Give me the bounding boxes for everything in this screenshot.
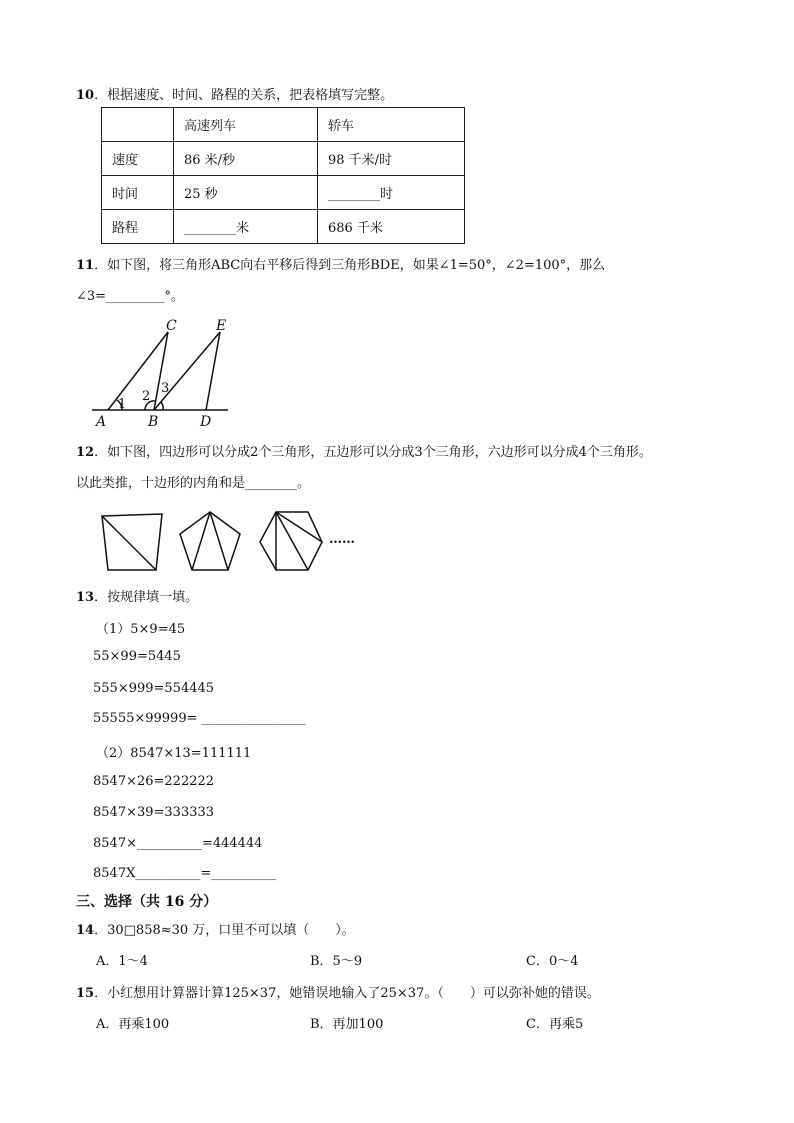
pattern-line: （2）8547×13=111111: [96, 746, 252, 761]
hexagon-shape: [260, 512, 322, 570]
table-cell: [102, 108, 174, 142]
pattern-line: 55×99=5445: [93, 649, 181, 664]
question-11-line2: ∠3=_________°。: [76, 289, 185, 304]
angle-3-arc: [161, 402, 163, 410]
question-number: 12: [76, 445, 95, 460]
question-text: ．如下图，四边形可以分成2个三角形，五边形可以分成3个三角形，六边形可以分成4个三角形。: [94, 445, 652, 460]
question-number: 15: [76, 986, 95, 1001]
segment-ac: [108, 332, 168, 410]
option-a[interactable]: A．再乘100: [96, 1017, 170, 1032]
table-row: [102, 142, 465, 176]
segment-be: [154, 332, 220, 410]
segment-cb: [154, 332, 168, 410]
label-a: A: [96, 414, 107, 428]
table-row: [102, 176, 465, 210]
pattern-line: 55555×99999= ________________: [93, 711, 306, 726]
ellipsis: ……: [329, 532, 355, 547]
pattern-line: （1）5×9=45: [96, 622, 186, 637]
question-11: [76, 254, 605, 273]
translated-triangles-figure: [90, 316, 240, 428]
question-14: [76, 919, 355, 938]
question-text: ．按规律填一填。: [94, 590, 199, 605]
table-cell: 路程: [102, 210, 174, 244]
segment-ed: [206, 332, 220, 410]
question-12: [76, 441, 652, 460]
table-cell: 686 千米: [318, 210, 465, 244]
table-cell: 高速列车: [174, 108, 318, 142]
question-text: ．根据速度、时间、路程的关系，把表格填写完整。: [94, 88, 394, 103]
polygon-division-figure: [96, 508, 366, 574]
table-cell: ________米: [174, 210, 318, 244]
quadrilateral-shape: [102, 514, 162, 570]
quadrilateral-diagonal: [102, 516, 156, 570]
table-cell: 86 米/秒: [174, 142, 318, 176]
question-number: 11: [76, 258, 95, 273]
pattern-line: 8547×__________=444444: [93, 836, 263, 851]
table-cell: 轿车: [318, 108, 465, 142]
question-text: ．如下图，将三角形ABC向右平移后得到三角形BDE，如果∠1=50°，∠2=100°，那么: [94, 258, 606, 273]
table-row: [102, 210, 465, 244]
label-e: E: [216, 318, 227, 334]
label-b: B: [148, 414, 159, 428]
option-b[interactable]: B．再加100: [310, 1017, 384, 1032]
table-cell: 25 秒: [174, 176, 318, 210]
pattern-line: 8547X__________=__________: [93, 866, 277, 881]
pattern-line: 555×999=554445: [93, 681, 215, 696]
question-12-line2: 以此类推，十边形的内角和是________。: [76, 476, 311, 491]
speed-time-distance-table: [101, 107, 465, 244]
angle-3-label: 3: [161, 381, 170, 396]
option-b[interactable]: B．5～9: [310, 954, 363, 969]
table-cell: ________时: [318, 176, 465, 210]
option-c[interactable]: C．再乘5: [526, 1017, 584, 1032]
table-row: [102, 108, 465, 142]
label-d: D: [200, 414, 212, 428]
question-15: [76, 982, 600, 1001]
question-text: ．小红想用计算器计算125×37，她错误地输入了25×37。（ ）可以弥补她的错误。: [94, 986, 600, 1001]
question-number: 13: [76, 590, 95, 605]
pentagon-diagonal: [210, 512, 228, 570]
angle-1-label: 1: [118, 397, 127, 412]
pattern-line: 8547×26=222222: [93, 774, 215, 789]
hexagon-diagonal: [276, 512, 308, 570]
table-cell: 速度: [102, 142, 174, 176]
question-13: [76, 586, 198, 605]
pentagon-shape: [180, 512, 240, 570]
question-number: 14: [76, 923, 95, 938]
pattern-line: 8547×39=333333: [93, 805, 215, 820]
option-a[interactable]: A．1～4: [96, 954, 148, 969]
question-number: 10: [76, 88, 95, 103]
label-c: C: [166, 318, 177, 334]
section-title: 三、选择（共 16 分）: [76, 894, 218, 910]
table-cell: 时间: [102, 176, 174, 210]
option-c[interactable]: C．0～4: [526, 954, 579, 969]
question-10: [76, 84, 393, 103]
question-text: ．30□858≈30 万，口里不可以填（ ）。: [94, 923, 355, 938]
table-cell: 98 千米/时: [318, 142, 465, 176]
pentagon-diagonal: [192, 512, 210, 570]
angle-2-label: 2: [142, 389, 151, 404]
